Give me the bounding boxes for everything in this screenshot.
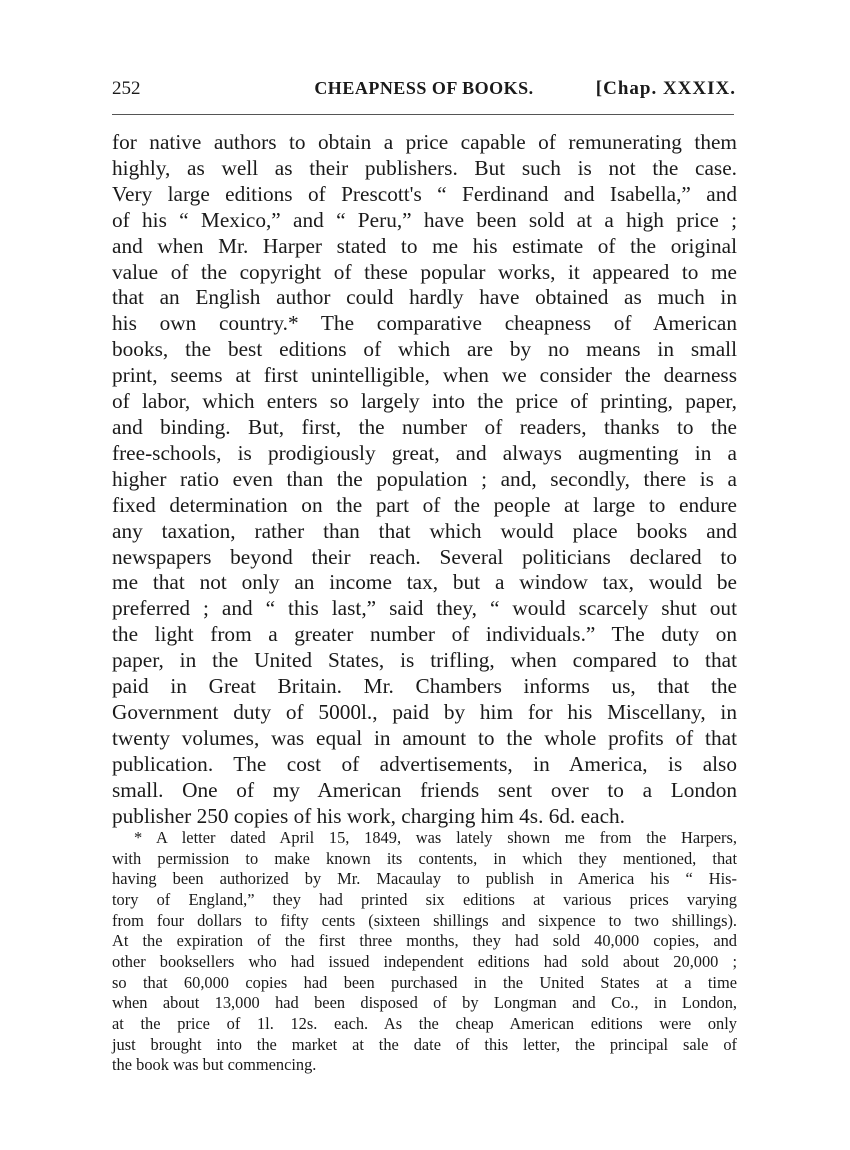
footnote-line: At the expiration of the first three months, they had sold 40,000 copies, and: [112, 931, 737, 951]
body-text-line: paid in Great Britain. Mr. Chambers informs us, that the: [112, 674, 737, 699]
chapter-reference: [Chap. XXXIX.: [595, 78, 736, 99]
footnote-line: the book was but commencing.: [112, 1055, 317, 1075]
body-text-line: books, the best editions of which are by no means in small: [112, 337, 737, 362]
body-text-line: paper, in the United States, is trifling, when compared to that: [112, 648, 737, 673]
body-text-line: Very large editions of Prescott's “ Ferdinand and Isabella,” and: [112, 181, 737, 206]
footnote-line: with permission to make known its contents, in which they mentioned, that: [112, 848, 737, 868]
body-text-line: the light from a greater number of individuals.” The duty on: [112, 622, 737, 647]
footnote-line: tory of England,” they had printed six editions at various prices varying: [112, 889, 737, 909]
body-text-line: me that not only an income tax, but a window tax, would be: [112, 570, 737, 595]
header-rule: [112, 114, 734, 115]
body-text-line: any taxation, rather than that which would place books and: [112, 518, 737, 543]
running-head: [112, 72, 736, 104]
body-text-line: newspapers beyond their reach. Several politicians declared to: [112, 544, 737, 569]
footnote-line: so that 60,000 copies had been purchased in the United States at a time: [112, 972, 737, 992]
body-text-line: fixed determination on the part of the people at large to endure: [112, 492, 737, 517]
body-text-line: small. One of my American friends sent over to a London: [112, 777, 737, 802]
running-title: CHEAPNESS OF BOOKS.: [314, 78, 534, 98]
body-text-line: twenty volumes, was equal in amount to the whole profits of that: [112, 725, 737, 750]
body-text-line: preferred ; and “ this last,” said they, “ would scarcely shut out: [112, 596, 737, 621]
footnote-line: from four dollars to fifty cents (sixteen shillings and sixpence to two shillings).: [112, 910, 737, 930]
body-text-line: that an English author could hardly have obtained as much in: [112, 285, 737, 310]
body-text-line: higher ratio even than the population ; and, secondly, there is a: [112, 466, 737, 491]
body-text-line: his own country.* The comparative cheapness of American: [112, 311, 737, 336]
footnote-line: at the price of 1l. 12s. each. As the cheap American editions were only: [112, 1013, 737, 1033]
body-text-line: Government duty of 5000l., paid by him for his Miscellany, in: [112, 699, 737, 724]
body-text-line: publication. The cost of advertisements, in America, is also: [112, 751, 737, 776]
body-text-line: and when Mr. Harper stated to me his estimate of the original: [112, 233, 737, 258]
body-text-line: and binding. But, first, the number of readers, thanks to the: [112, 414, 737, 439]
page-number: 252: [112, 78, 141, 99]
body-text-line: publisher 250 copies of his work, charging him 4s. 6d. each.: [112, 803, 626, 828]
footnote-line: having been authorized by Mr. Macaulay to publish in America his “ His-: [112, 869, 737, 889]
body-text: [112, 130, 737, 829]
footnote-line: * A letter dated April 15, 1849, was lately shown me from the Harpers,: [134, 828, 737, 847]
body-text-line: print, seems at first unintelligible, when we consider the dearness: [112, 363, 737, 388]
footnote: [112, 828, 737, 1076]
body-text-line: for native authors to obtain a price capable of remunerating them: [112, 130, 737, 154]
body-text-line: of labor, which enters so largely into the price of printing, paper,: [112, 389, 737, 414]
body-text-line: free-schools, is prodigiously great, and always augmenting in a: [112, 440, 737, 465]
body-text-line: of his “ Mexico,” and “ Peru,” have been sold at a high price ;: [112, 207, 737, 232]
footnote-line: just brought into the market at the date of this letter, the principal sale of: [112, 1034, 737, 1054]
footnote-line: other booksellers who had issued independent editions had sold about 20,000 ;: [112, 951, 737, 971]
footnote-line: when about 13,000 had been disposed of by Longman and Co., in London,: [112, 993, 737, 1013]
body-text-line: value of the copyright of these popular works, it appeared to me: [112, 259, 737, 284]
body-text-line: highly, as well as their publishers. But such is not the case.: [112, 155, 737, 180]
